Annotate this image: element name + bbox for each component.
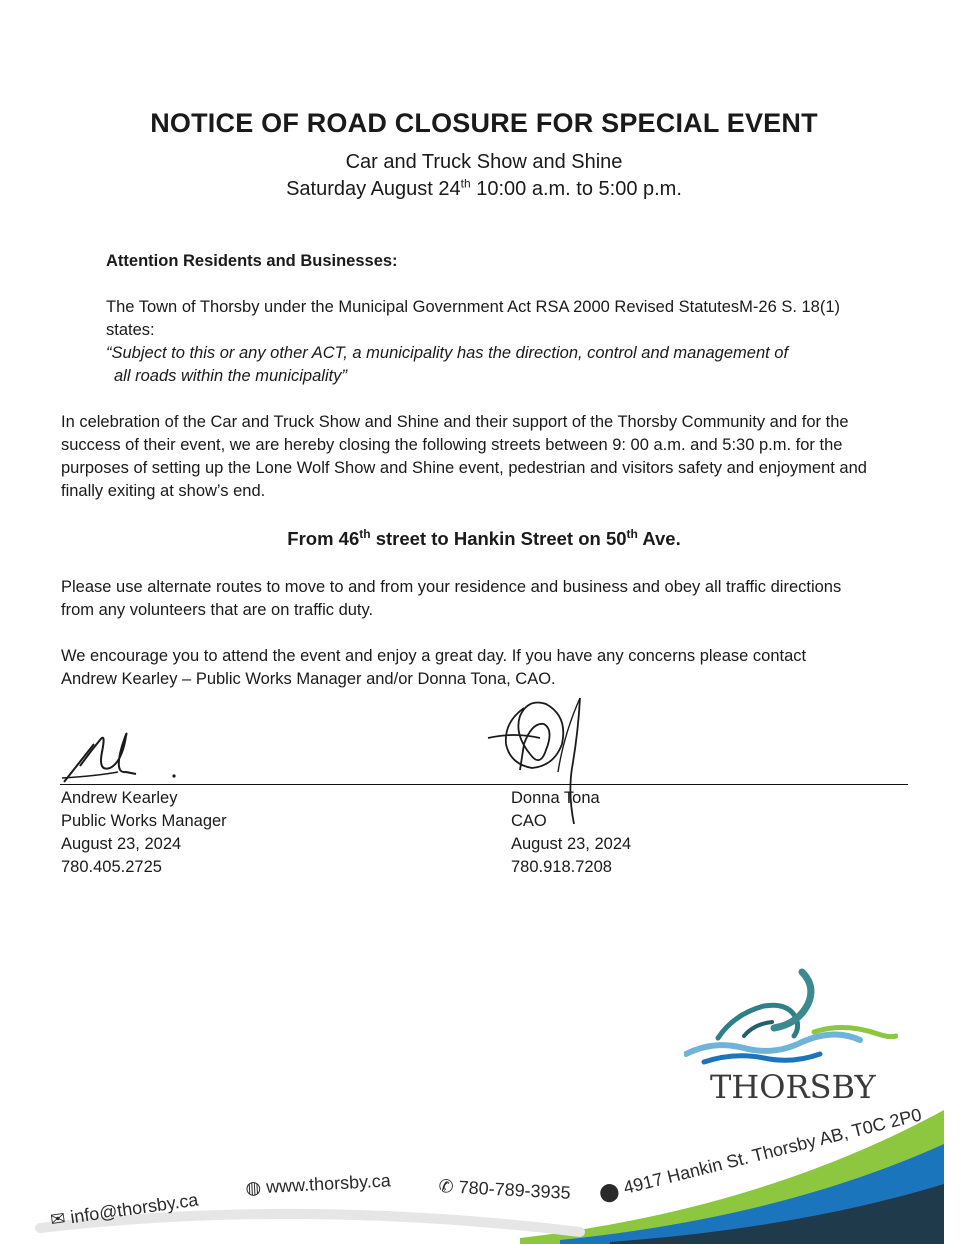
signatory-role: Public Works Manager xyxy=(61,812,227,830)
closure-route xyxy=(0,528,960,550)
signature-line xyxy=(60,784,908,785)
page-title: NOTICE OF ROAD CLOSURE FOR SPECIAL EVENT xyxy=(150,108,818,138)
paragraph-line: purposes of setting up the Lone Wolf Show and Shine event, pedestrian and visitors safety and enjoyment and xyxy=(61,459,867,477)
event-date-prefix: Saturday August 24 xyxy=(286,178,461,200)
closure-part: From 46 xyxy=(287,528,360,549)
footer-email[interactable] xyxy=(49,1189,200,1231)
paragraph-contact xyxy=(61,645,806,691)
signatory-phone: 780.405.2725 xyxy=(61,858,162,876)
logo-wordmark: THORSBY xyxy=(710,1068,876,1106)
event-date-sup: th xyxy=(460,176,471,191)
paragraph-line: success of their event, we are hereby closing the following streets between 9: 00 a.m. and 5:30 p.m. for the xyxy=(61,436,843,454)
closure-part: Ave. xyxy=(637,528,681,549)
paragraph-line: We encourage you to attend the event and enjoy a great day. If you have any concerns please contact xyxy=(61,647,807,665)
paragraph-celebration xyxy=(61,411,867,503)
paragraph-line: Andrew Kearley – Public Works Manager and/or Donna Tona, CAO. xyxy=(61,670,556,688)
signatory-block-2 xyxy=(511,787,631,879)
footer-email-text: info@thorsby.ca xyxy=(68,1189,200,1228)
signatory-role: CAO xyxy=(511,812,547,830)
signature-andrew-kearley xyxy=(56,722,196,788)
closure-sup: th xyxy=(359,526,371,541)
footer-phone-text: 780-789-3935 xyxy=(458,1177,572,1203)
quote-line-2: all roads within the municipality” xyxy=(114,367,347,385)
footer-contacts xyxy=(49,1104,932,1236)
signatory-date: August 23, 2024 xyxy=(61,835,182,853)
map-pin-icon: ⬤ xyxy=(596,1179,622,1205)
footer-website-text: www.thorsby.ca xyxy=(265,1170,392,1197)
signatory-block-1 xyxy=(61,787,227,879)
event-date xyxy=(0,178,960,201)
signatory-name: Donna Tona xyxy=(511,789,600,807)
envelope-icon: ✉ xyxy=(49,1208,67,1231)
closure-part: street to Hankin Street on 50 xyxy=(370,528,627,549)
footer-address-text: 4917 Hankin St. Thorsby AB, T0C 2P0 xyxy=(621,1104,924,1198)
paragraph-alternate-routes xyxy=(61,576,841,622)
footer-website[interactable] xyxy=(245,1170,391,1199)
closure-sup: th xyxy=(626,526,638,541)
phone-icon: ✆ xyxy=(438,1176,455,1197)
signatory-phone: 780.918.7208 xyxy=(511,858,612,876)
globe-icon: ◍ xyxy=(244,1177,262,1199)
event-name: Car and Truck Show and Shine xyxy=(345,151,623,173)
paragraph-line: In celebration of the Car and Truck Show and Shine and their support of the Thorsby Community and for the xyxy=(61,413,849,431)
signatory-date: August 23, 2024 xyxy=(511,835,632,853)
event-date-suffix: 10:00 a.m. to 5:00 p.m. xyxy=(470,178,682,200)
paragraph-line: finally exiting at show’s end. xyxy=(61,482,266,500)
thorsby-logo xyxy=(684,966,898,1106)
attention-heading: Attention Residents and Businesses: xyxy=(106,252,398,270)
act-line-2: states: xyxy=(106,321,155,339)
footer-phone[interactable] xyxy=(438,1176,571,1204)
signatory-name: Andrew Kearley xyxy=(61,789,178,807)
quote-line-1: “Subject to this or any other ACT, a municipality has the direction, control and management of xyxy=(106,344,789,362)
paragraph-line: from any volunteers that are on traffic duty. xyxy=(61,601,374,619)
act-line-1: The Town of Thorsby under the Municipal Government Act RSA 2000 Revised StatutesM-26 S. 18(1) xyxy=(106,298,841,316)
paragraph-line: Please use alternate routes to move to and from your residence and business and obey all traffic directions xyxy=(61,578,842,596)
